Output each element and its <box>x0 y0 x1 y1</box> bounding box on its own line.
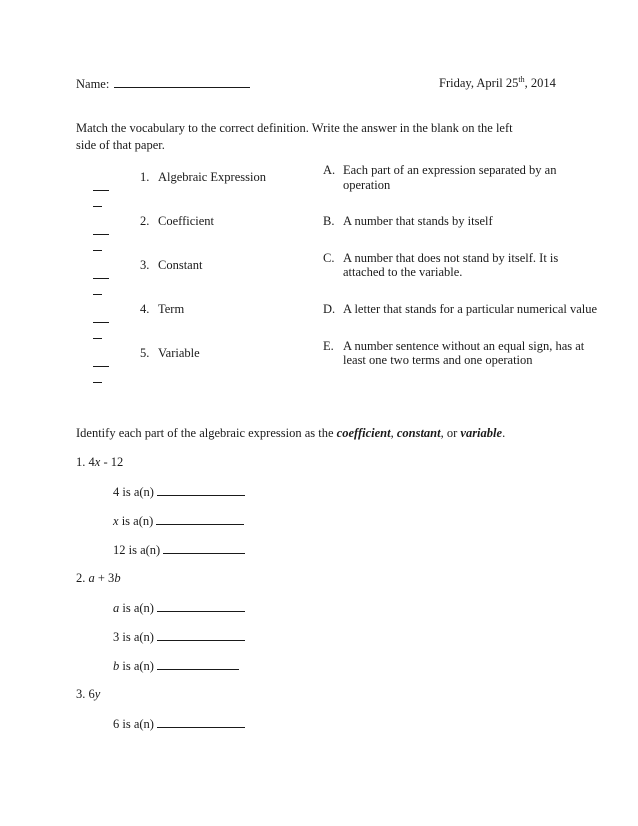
problem-item <box>113 658 239 674</box>
vocab-item <box>140 214 214 229</box>
identify-instruction <box>76 426 505 441</box>
problem-number: 1. <box>76 455 86 469</box>
expr-variable: x <box>94 455 101 469</box>
answer-blank[interactable] <box>157 658 239 670</box>
item-label: is a(n) <box>118 514 154 528</box>
problem-2-expression <box>76 571 121 586</box>
definition-item <box>323 339 584 354</box>
problem-3-expression <box>76 687 100 702</box>
answer-blank[interactable] <box>93 322 109 323</box>
expr-part: + 3 <box>94 571 115 585</box>
instructions-line-1: Match the vocabulary to the correct definition. Write the answer in the blank on the left <box>76 121 513 135</box>
expr-variable: b <box>114 571 121 585</box>
answer-blank[interactable] <box>93 206 102 207</box>
answer-blank[interactable] <box>157 484 245 496</box>
vocab-term: Variable <box>158 346 200 360</box>
answer-blank[interactable] <box>93 366 109 367</box>
item-label: is a(n) <box>119 630 154 644</box>
item-part: 4 <box>113 485 120 499</box>
item-part: 12 <box>113 543 126 557</box>
answer-blank[interactable] <box>157 629 245 641</box>
identify-separator: , or <box>440 426 461 440</box>
identify-period: . <box>502 426 506 440</box>
name-field[interactable] <box>76 76 250 92</box>
item-label: is a(n) <box>119 485 154 499</box>
definition-letter: C. <box>323 251 335 265</box>
definition-text-continued: operation <box>343 178 391 192</box>
vocab-number: 4. <box>140 302 150 316</box>
date-superscript: th <box>518 74 525 84</box>
answer-blank[interactable] <box>157 600 245 612</box>
vocab-number: 2. <box>140 214 150 228</box>
item-label: is a(n) <box>119 601 154 615</box>
item-label: is a(n) <box>125 543 161 557</box>
vocab-term: Algebraic Expression <box>158 170 266 184</box>
vocab-item <box>140 170 266 185</box>
problem-item <box>113 484 245 500</box>
problem-item <box>113 629 245 645</box>
expr-part: 6 <box>88 687 95 701</box>
definition-item <box>323 163 556 178</box>
problem-item <box>113 600 245 616</box>
answer-blank[interactable] <box>156 513 244 525</box>
expr-variable: y <box>94 687 101 701</box>
vocab-number: 5. <box>140 346 150 360</box>
answer-blank[interactable] <box>93 382 102 383</box>
instructions-line-2: side of that paper. <box>76 138 165 152</box>
problem-item <box>113 716 245 732</box>
item-part: 3 <box>113 630 120 644</box>
expr-part: 4 <box>88 455 95 469</box>
answer-blank[interactable] <box>157 716 245 728</box>
item-part: a <box>113 601 120 615</box>
vocab-number: 3. <box>140 258 150 272</box>
definition-item <box>323 214 493 229</box>
vocab-term: Constant <box>158 258 203 272</box>
definition-text: A number sentence without an equal sign, has at <box>343 339 585 353</box>
item-label: is a(n) <box>119 659 154 673</box>
name-blank[interactable] <box>114 76 250 88</box>
identify-separator: , <box>390 426 397 440</box>
definition-letter: B. <box>323 214 335 228</box>
definition-text-continued: least one two terms and one operation <box>343 353 533 367</box>
definition-letter: D. <box>323 302 336 316</box>
date-year: , 2014 <box>524 76 556 90</box>
definition-text: A letter that stands for a particular numerical value <box>343 302 598 316</box>
problem-number: 3. <box>76 687 86 701</box>
date <box>439 76 556 91</box>
vocab-item <box>140 258 202 273</box>
vocab-number: 1. <box>140 170 150 184</box>
vocab-item <box>140 302 184 317</box>
name-label: Name: <box>76 77 110 91</box>
definition-text: Each part of an expression separated by an <box>343 163 557 177</box>
keyword-variable: variable <box>460 426 503 440</box>
definition-text: A number that stands by itself <box>343 214 493 228</box>
definition-item <box>323 302 597 317</box>
item-label: is a(n) <box>119 717 154 731</box>
expr-variable: a <box>88 571 95 585</box>
keyword-coefficient: coefficient <box>336 426 391 440</box>
problem-number: 2. <box>76 571 86 585</box>
answer-blank[interactable] <box>93 278 109 279</box>
expr-part: - 12 <box>100 455 124 469</box>
item-part: b <box>113 659 120 673</box>
problem-1-expression <box>76 455 123 470</box>
keyword-constant: constant <box>396 426 441 440</box>
definition-letter: E. <box>323 339 334 353</box>
vocab-term: Coefficient <box>158 214 214 228</box>
problem-item <box>113 513 244 529</box>
answer-blank[interactable] <box>93 234 109 235</box>
definition-text: A number that does not stand by itself. It is <box>343 251 559 265</box>
item-part: 6 <box>113 717 120 731</box>
answer-blank[interactable] <box>93 190 109 191</box>
answer-blank[interactable] <box>93 338 102 339</box>
definition-text-continued: attached to the variable. <box>343 265 463 279</box>
answer-blank[interactable] <box>163 542 245 554</box>
problem-item <box>113 542 245 558</box>
item-part: x <box>113 514 119 528</box>
vocab-item <box>140 346 200 361</box>
date-text: Friday, April 25 <box>439 76 519 90</box>
definition-item <box>323 251 558 266</box>
identify-text: Identify each part of the algebraic expression as the <box>76 426 337 440</box>
definition-letter: A. <box>323 163 336 177</box>
vocab-term: Term <box>158 302 185 316</box>
answer-blank[interactable] <box>93 250 102 251</box>
answer-blank[interactable] <box>93 294 102 295</box>
